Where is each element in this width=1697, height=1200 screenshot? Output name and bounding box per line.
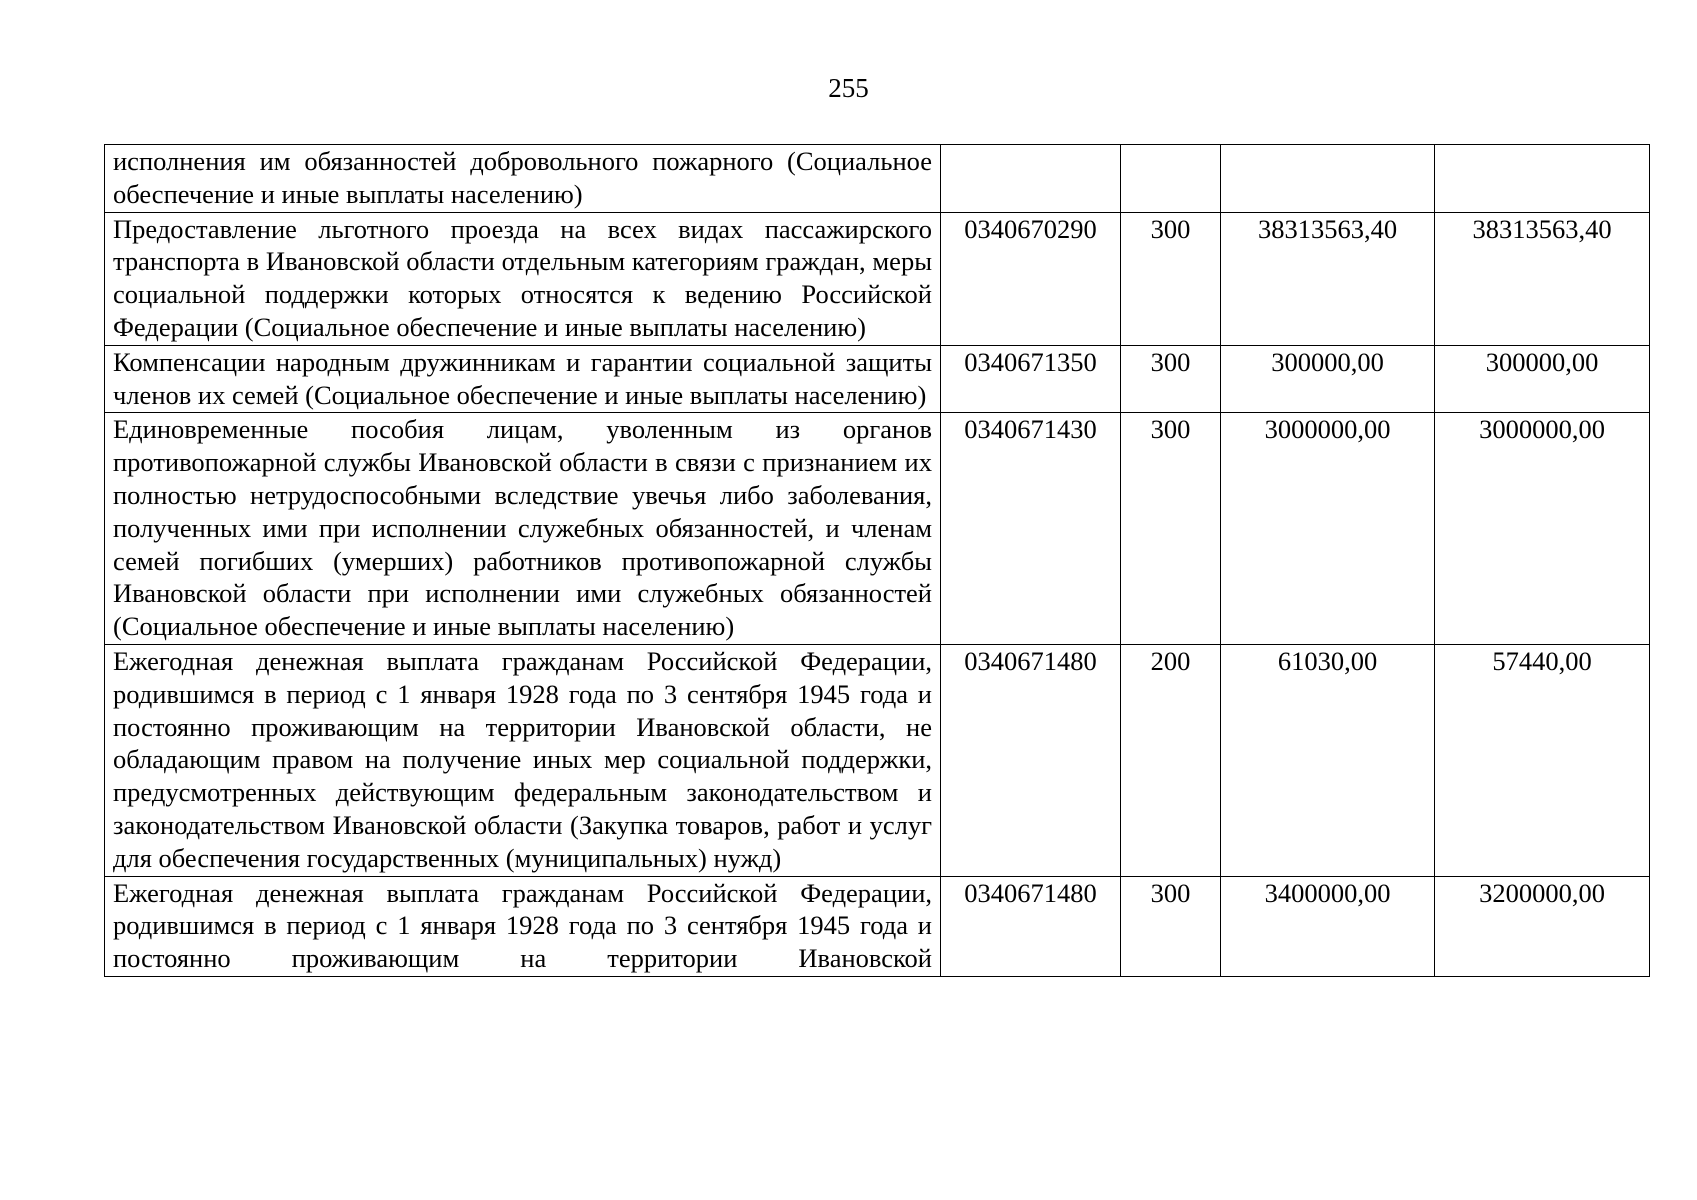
row-expense-type: 200 <box>1121 644 1221 876</box>
row-expense-type <box>1121 145 1221 213</box>
row-target-code: 0340671480 <box>941 876 1121 976</box>
row-amount-2: 38313563,40 <box>1435 212 1650 345</box>
row-expense-type: 300 <box>1121 345 1221 413</box>
page-number: 255 <box>828 73 869 103</box>
row-amount-2 <box>1435 145 1650 213</box>
row-expense-type: 300 <box>1121 212 1221 345</box>
row-target-code: 0340671430 <box>941 413 1121 645</box>
row-description: Ежегодная денежная выплата гражданам Российской Федерации, родившимся в период с 1 января 1928 года по 3 сентября 1945 года и постоянно проживающим на территории Ивановской области, не обладающим правом на получение иных мер социальной поддержки, предусмотренных действующим федеральным законодательством и законодательством Ивановской области (Закупка товаров, работ и услуг для обеспечения государственных (муниципальных) нужд) <box>105 644 941 876</box>
row-amount-1: 61030,00 <box>1221 644 1435 876</box>
table-row <box>105 644 1650 876</box>
row-amount-1: 300000,00 <box>1221 345 1435 413</box>
row-description: исполнения им обязанностей добровольного пожарного (Социальное обеспечение и иные выплаты населению) <box>105 145 941 213</box>
row-description: Единовременные пособия лицам, уволенным из органов противопожарной службы Ивановской области в связи с признанием их полностью нетрудоспособными вследствие увечья либо заболевания, полученных ими при исполнении служебных обязанностей, и членам семей погибших (умерших) работников противопожарной службы Ивановской области при исполнении ими служебных обязанностей (Социальное обеспечение и иные выплаты населению) <box>105 413 941 645</box>
row-amount-2: 300000,00 <box>1435 345 1650 413</box>
row-description: Компенсации народным дружинникам и гарантии социальной защиты членов их семей (Социальное обеспечение и иные выплаты населению) <box>105 345 941 413</box>
table-row <box>105 212 1650 345</box>
row-amount-1: 3000000,00 <box>1221 413 1435 645</box>
row-expense-type: 300 <box>1121 876 1221 976</box>
row-amount-2: 57440,00 <box>1435 644 1650 876</box>
row-expense-type: 300 <box>1121 413 1221 645</box>
row-target-code: 0340671480 <box>941 644 1121 876</box>
table-row <box>105 413 1650 645</box>
row-amount-2: 3000000,00 <box>1435 413 1650 645</box>
row-target-code: 0340671350 <box>941 345 1121 413</box>
row-amount-1 <box>1221 145 1435 213</box>
row-description: Ежегодная денежная выплата гражданам Российской Федерации, родившимся в период с 1 января 1928 года по 3 сентября 1945 года и постоянно проживающим на территории Ивановской <box>105 876 941 976</box>
row-target-code <box>941 145 1121 213</box>
table-row <box>105 876 1650 976</box>
table-row <box>105 145 1650 213</box>
row-amount-1: 38313563,40 <box>1221 212 1435 345</box>
row-amount-2: 3200000,00 <box>1435 876 1650 976</box>
budget-table <box>104 144 1650 977</box>
row-description: Предоставление льготного проезда на всех видах пассажирского транспорта в Ивановской области отдельным категориям граждан, меры социальной поддержки которых относятся к ведению Российской Федерации (Социальное обеспечение и иные выплаты населению) <box>105 212 941 345</box>
table-row <box>105 345 1650 413</box>
row-target-code: 0340670290 <box>941 212 1121 345</box>
row-amount-1: 3400000,00 <box>1221 876 1435 976</box>
